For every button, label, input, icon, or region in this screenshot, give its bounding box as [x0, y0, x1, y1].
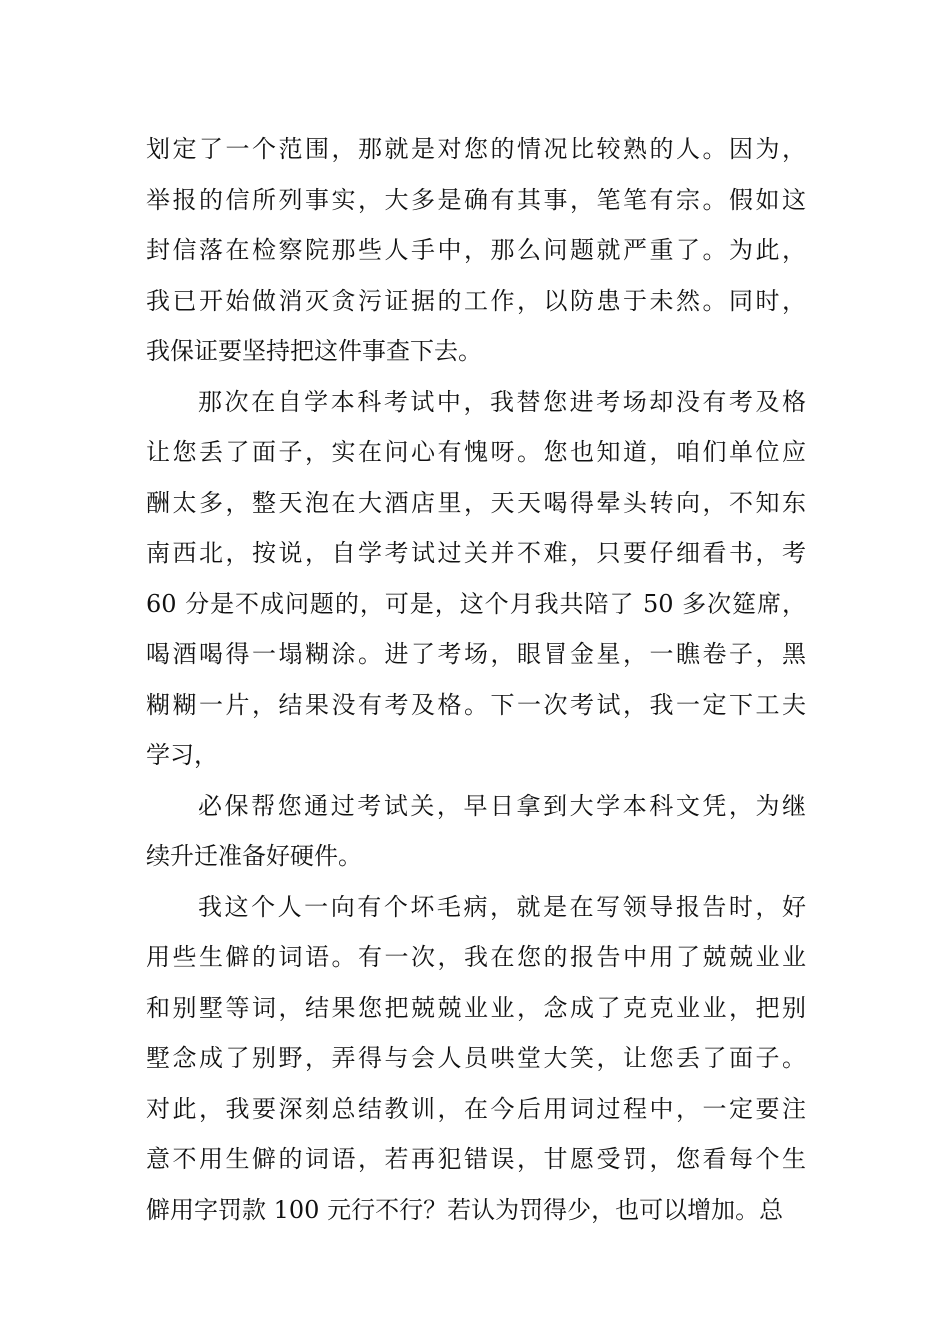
paragraph-line: 那次在自学本科考试中，我替您进考场却没有考及格 [198, 387, 806, 416]
paragraph-line: 僻用字罚款 100 元行不行？若认为罚得少，也可以增加。总 [146, 1195, 784, 1224]
paragraph-line: 用些生僻的词语。有一次，我在您的报告中用了兢兢业业 [146, 943, 806, 971]
paragraph-line: 学习， [146, 741, 218, 769]
paragraph-line: 让您丢了面子，实在问心有愧呀。您也知道，咱们单位应 [146, 438, 806, 466]
paragraph-line: 续升迁准备好硬件。 [146, 842, 362, 870]
paragraph-line: 我已开始做消灭贪污证据的工作，以防患于未然。同时， [146, 286, 806, 315]
paragraph-line: 对此，我要深刻总结教训，在今后用词过程中，一定要注 [146, 1094, 806, 1123]
paragraph-line: 南西北，按说，自学考试过关并不难，只要仔细看书，考 [146, 539, 806, 567]
paragraph-line: 意不用生僻的词语，若再犯错误，甘愿受罚，您看每个生 [146, 1145, 806, 1173]
paragraph-line: 糊糊一片，结果没有考及格。下一次考试，我一定下工夫 [146, 690, 806, 719]
body-text [146, 124, 806, 1235]
paragraph-line: 墅念成了别野，弄得与会人员哄堂大笑，让您丢了面子。 [146, 1044, 806, 1072]
paragraph-line: 和别墅等词，结果您把兢兢业业，念成了克克业业，把别 [146, 993, 806, 1022]
paragraph-line: 喝酒喝得一塌糊涂。进了考场，眼冒金星，一瞧卷子，黑 [146, 640, 806, 668]
paragraph-line: 划定了一个范围，那就是对您的情况比较熟的人。因为， [146, 135, 806, 163]
paragraph-line: 必保帮您通过考试关，早日拿到大学本科文凭，为继 [198, 791, 806, 820]
paragraph-line: 举报的信所列事实，大多是确有其事，笔笔有宗。假如这 [146, 185, 806, 214]
paragraph-line: 我保证要坚持把这件事查下去。 [146, 337, 482, 365]
paragraph-line: 我这个人一向有个坏毛病，就是在写领导报告时，好 [198, 892, 806, 921]
paragraph-line: 封信落在检察院那些人手中，那么问题就严重了。为此， [146, 236, 806, 264]
paragraph-line: 酬太多，整天泡在大酒店里，天天喝得晕头转向，不知东 [146, 488, 806, 517]
paragraph-line: 60 分是不成问题的，可是，这个月我共陪了 50 多次筵席， [146, 589, 806, 618]
